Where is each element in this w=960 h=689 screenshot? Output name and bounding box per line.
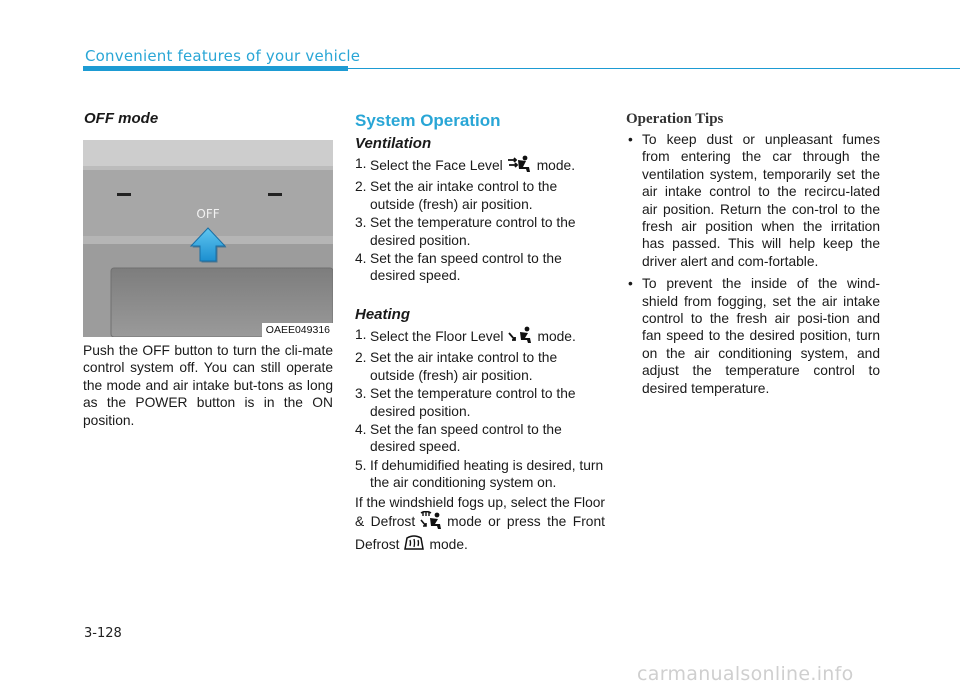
list-item: 2. Set the air intake control to the outside (fresh) air position. <box>355 350 558 383</box>
operation-tips-list <box>627 131 880 402</box>
list-item: 5. If dehumidified heating is desired, turn the air conditioning system on. <box>355 457 604 491</box>
floor-level-icon <box>507 326 533 348</box>
heating-steps <box>355 326 605 493</box>
off-button-label: OFF <box>196 207 220 221</box>
list-item: 2. Set the air intake control to the outside (fresh) air position. <box>355 179 558 212</box>
list-item: • To keep dust or unpleasant fumes from entering the car through the ventilation system, temporarily set the air intake control to the recircu-lated air position. Return the con-trol to the fresh air position when the irritation has passed. This will help keep the driver alert and com-fortable. <box>627 131 880 270</box>
section-header <box>83 46 960 76</box>
page-number: 3-128 <box>84 626 122 641</box>
off-mode-heading: OFF mode <box>84 110 159 127</box>
face-level-icon <box>507 155 533 177</box>
ventilation-heading: Ventilation <box>355 135 432 152</box>
floor-defrost-icon <box>419 511 443 533</box>
list-item: 3. Set the temperature control to the desired position. <box>355 386 576 419</box>
fog-note: If the windshield fogs up, select the Floor & Defrost mode or press the Front Defrost mode. <box>355 494 605 556</box>
list-item: 3. Set the temperature control to the desired position. <box>355 215 576 248</box>
list-item: 1. Select the Floor Level mode. <box>355 326 605 348</box>
watermark: carmanualsonline.info <box>637 663 854 685</box>
heating-heading: Heating <box>355 306 411 323</box>
off-mode-description: Push the OFF button to turn the cli-mate control system off. You can still operate the mode and air intake but-tons as long as the POWER button is in the ON position. <box>83 343 333 428</box>
off-button-figure <box>83 140 333 337</box>
system-operation-heading: System Operation <box>355 111 501 130</box>
header-rule <box>348 68 960 69</box>
list-item: 4. Set the fan speed control to the desired speed. <box>355 251 562 284</box>
list-item: 1. Select the Face Level mode. <box>355 155 605 177</box>
figure-code: OAEE049316 <box>262 323 333 337</box>
climate-panel-illustration <box>83 140 333 337</box>
section-title: Convenient features of your vehicle <box>85 47 361 65</box>
list-item: • To prevent the inside of the wind-shield from fogging, set the air intake control to the fresh air posi-tion and fan speed to the desired position, turn on the air conditioning system, and adjust the temperature control to desired temperature. <box>627 275 880 397</box>
header-accent-bar <box>83 66 348 71</box>
ventilation-steps <box>355 155 605 286</box>
front-defrost-icon <box>403 534 425 556</box>
list-item: 4. Set the fan speed control to the desired speed. <box>355 422 562 455</box>
operation-tips-heading: Operation Tips <box>626 111 724 127</box>
